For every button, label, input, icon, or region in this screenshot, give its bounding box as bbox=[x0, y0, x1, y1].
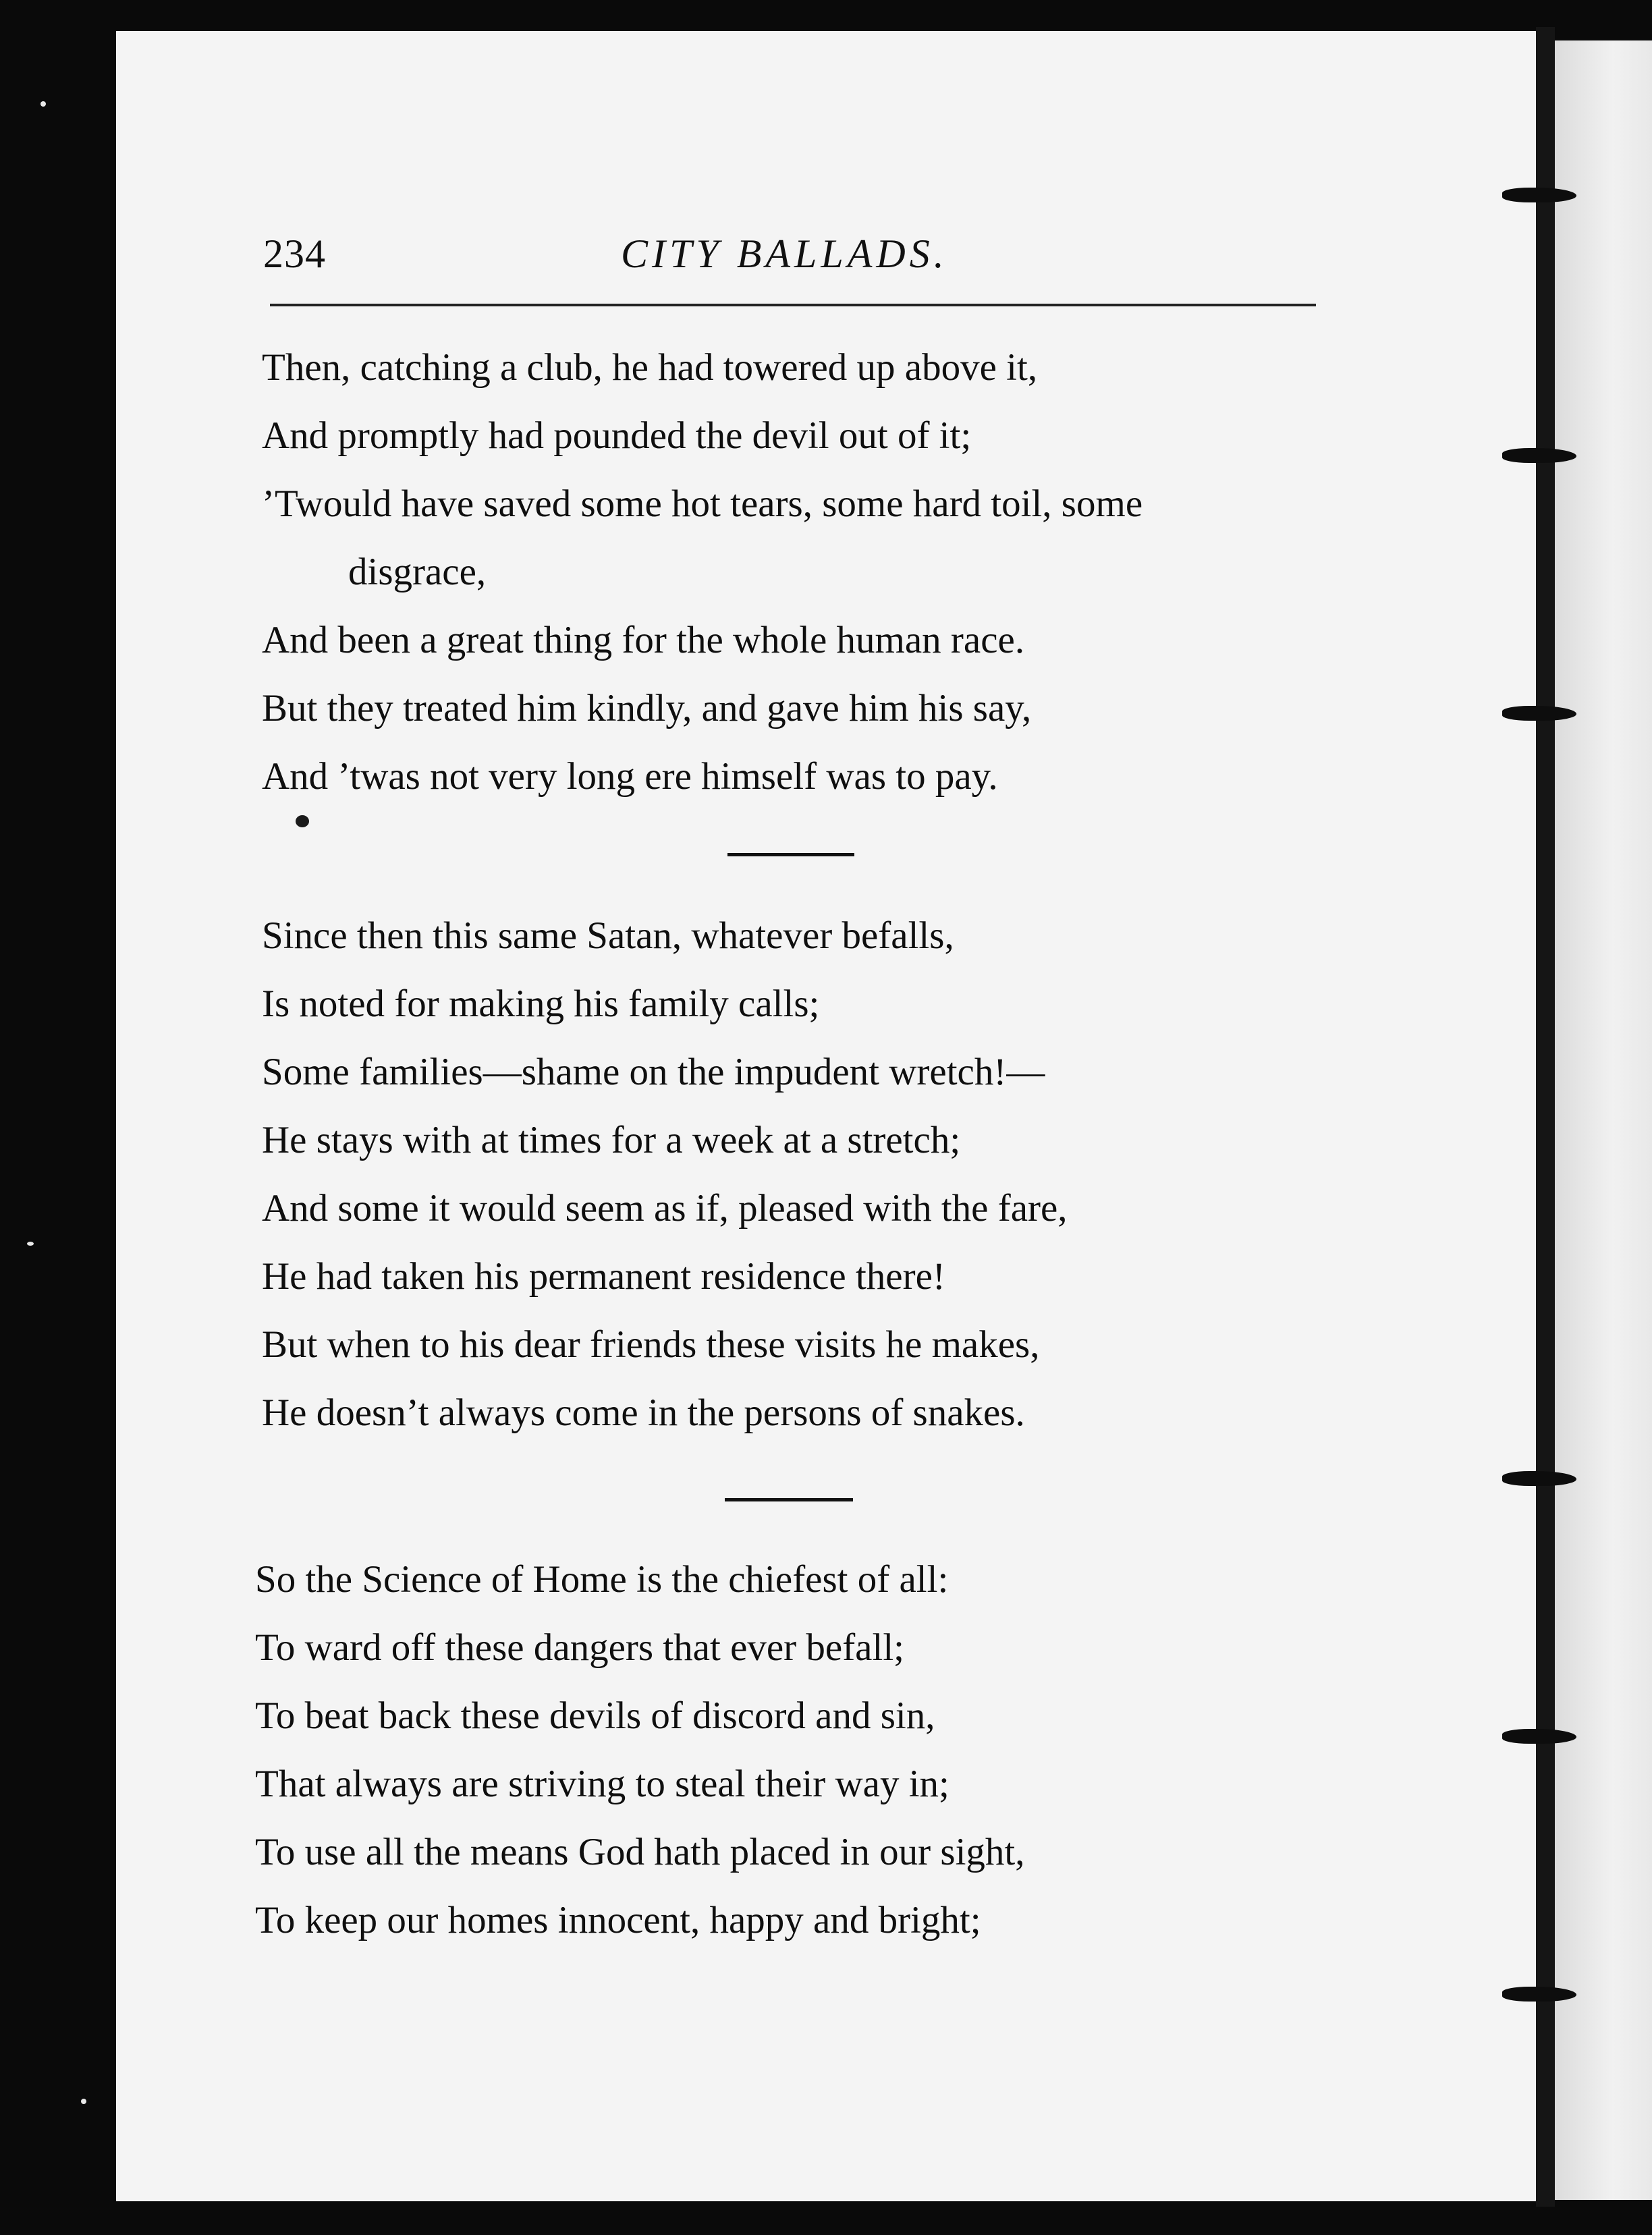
verse-line: So the Science of Home is the chiefest of all: bbox=[255, 1558, 949, 1601]
verse-line: And promptly had pounded the devil out of it; bbox=[262, 414, 972, 457]
verse-line: Some families—shame on the impudent wretch!— bbox=[262, 1051, 1045, 1093]
scan-speck bbox=[27, 1242, 34, 1246]
verse-line: He doesn’t always come in the persons of snakes. bbox=[262, 1391, 1025, 1434]
ink-blot bbox=[296, 815, 309, 827]
binding-stitch bbox=[1502, 448, 1576, 463]
page-number: 234 bbox=[263, 231, 326, 276]
scan-speck bbox=[40, 101, 46, 107]
binding-stitch bbox=[1502, 1729, 1576, 1744]
verse-line: And been a great thing for the whole human race. bbox=[262, 619, 1025, 661]
verse-line: To beat back these devils of discord and sin, bbox=[255, 1694, 935, 1737]
verse-line: And some it would seem as if, pleased with the fare, bbox=[262, 1187, 1068, 1230]
verse-line: But when to his dear friends these visits he makes, bbox=[262, 1323, 1040, 1366]
stanza-divider bbox=[725, 1498, 853, 1501]
verse-line: To keep our homes innocent, happy and bright; bbox=[255, 1899, 981, 1941]
verse-line: That always are striving to steal their way in; bbox=[255, 1763, 949, 1805]
header-rule bbox=[270, 304, 1316, 306]
binding-stitch bbox=[1502, 188, 1576, 202]
stanza-divider bbox=[727, 853, 854, 856]
binding-stitch bbox=[1502, 1987, 1576, 2002]
stanza bbox=[262, 902, 1068, 1447]
binding-stitch bbox=[1502, 706, 1576, 721]
adjacent-page-edge bbox=[1555, 40, 1652, 2200]
binding-stitch bbox=[1502, 1471, 1576, 1486]
running-head bbox=[263, 227, 1316, 281]
verse-line: To use all the means God hath placed in our sight, bbox=[255, 1831, 1025, 1873]
book-title: CITY BALLADS. bbox=[621, 231, 948, 276]
stanza bbox=[255, 1545, 1025, 1954]
verse-line: But they treated him kindly, and gave him his say, bbox=[262, 687, 1032, 729]
verse-line: To ward off these dangers that ever befall; bbox=[255, 1626, 904, 1669]
verse-line: He stays with at times for a week at a stretch; bbox=[262, 1119, 961, 1161]
verse-line: He had taken his permanent residence there! bbox=[262, 1255, 945, 1298]
verse-line-turnover: disgrace, bbox=[348, 551, 487, 593]
binding-edge bbox=[1536, 27, 1555, 2207]
verse-line: Since then this same Satan, whatever befalls, bbox=[262, 914, 954, 957]
verse-line: Is noted for making his family calls; bbox=[262, 983, 820, 1025]
stanza bbox=[262, 333, 1142, 810]
verse-line: ’Twould have saved some hot tears, some hard toil, some bbox=[262, 482, 1143, 525]
verse-line: Then, catching a club, he had towered up above it, bbox=[262, 346, 1038, 389]
scan-speck bbox=[81, 2099, 86, 2104]
verse-line: And ’twas not very long ere himself was to pay. bbox=[262, 755, 998, 798]
